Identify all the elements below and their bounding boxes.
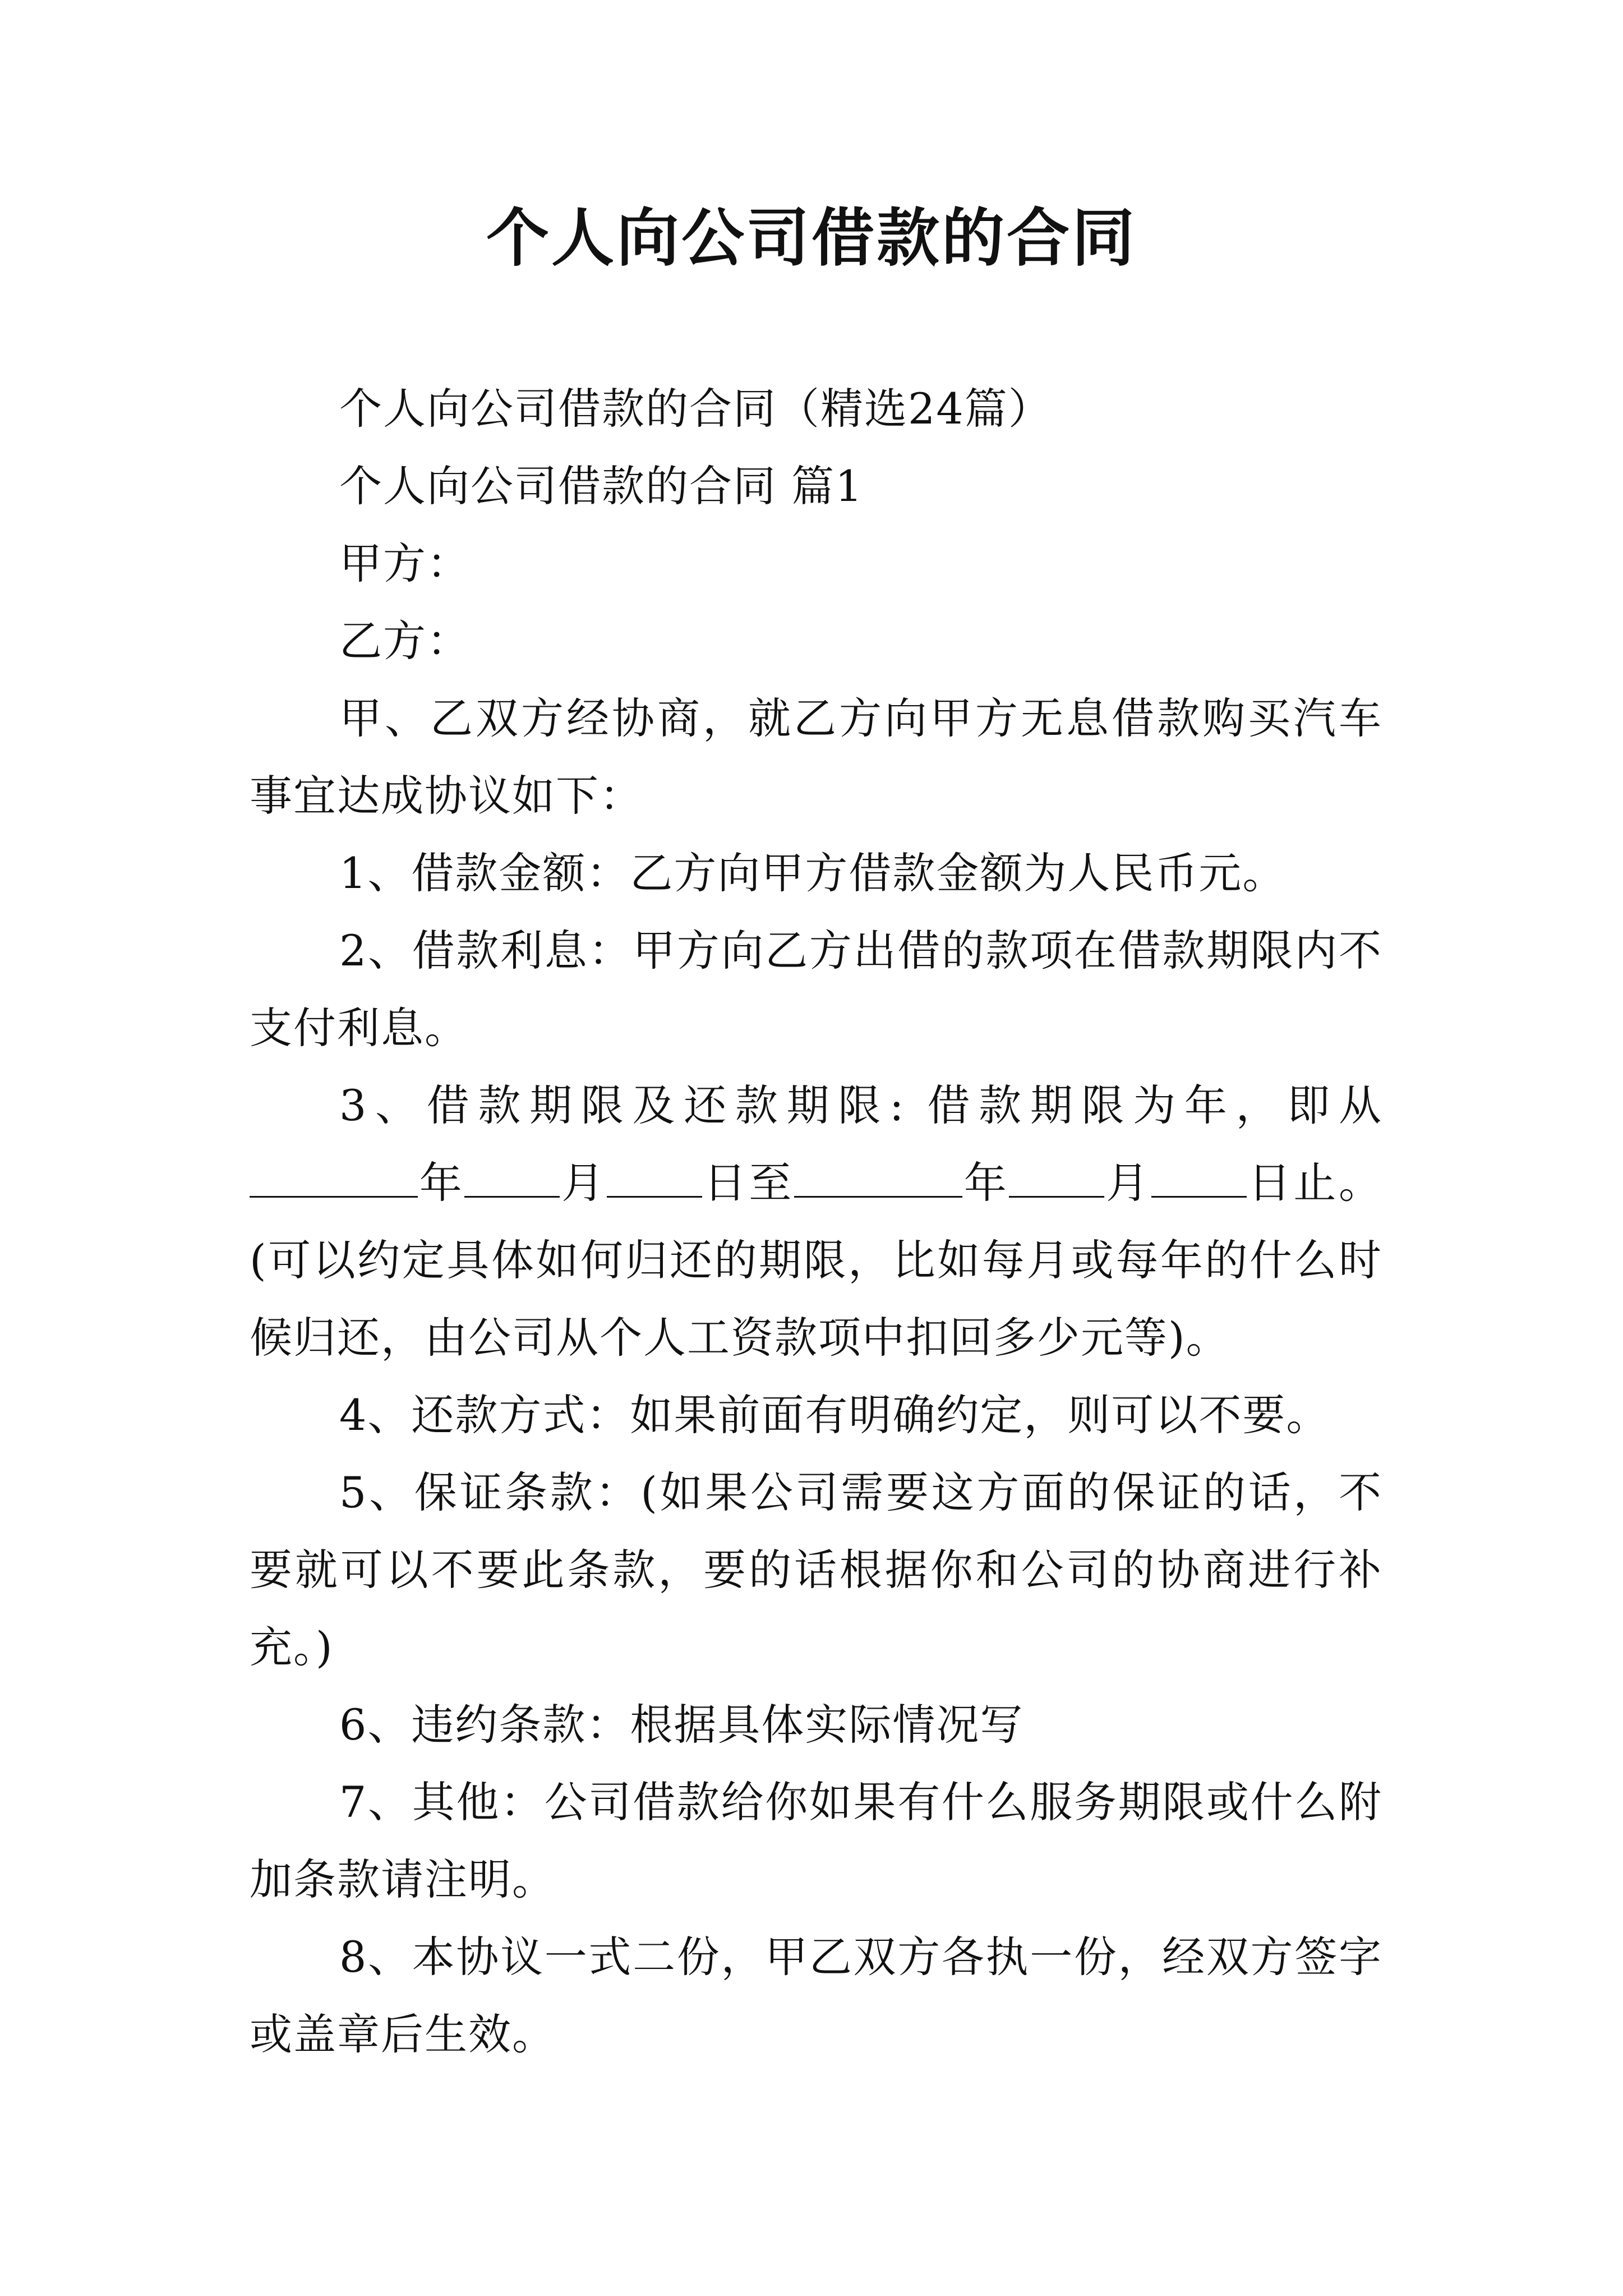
intro-paragraph: 甲、乙双方经协商，就乙方向甲方无息借款购买汽车事宜达成协议如下： [250, 693, 1382, 821]
start-day-blank [607, 1162, 702, 1198]
end-day-blank [1151, 1162, 1247, 1198]
clause-3-tail: 日止。(可以约定具体如何归还的期限，比如每月或每年的什么时候归还，由公司从个人工资款项中扣回多少元等)。 [250, 1158, 1383, 1363]
end-month-blank [1009, 1162, 1104, 1198]
clause-4: 4、还款方式：如果前面有明确约定，则可以不要。 [339, 1390, 1330, 1440]
clause-7: 7、其他：公司借款给你如果有什么服务期限或什么附加条款请注明。 [250, 1777, 1382, 1904]
clause-5: 5、保证条款：(如果公司需要这方面的保证的话，不要就可以不要此条款，要的话根据你和公司的协商进行补充。) [250, 1467, 1382, 1672]
document-body [250, 370, 1382, 2073]
start-year-blank [250, 1162, 418, 1198]
start-month-blank [464, 1162, 560, 1198]
day-to-label: 日至 [702, 1158, 795, 1208]
clause-6: 6、违约条款：根据具体实际情况写 [339, 1700, 1024, 1750]
clause-3 [250, 1067, 1382, 1377]
end-year-blank [794, 1162, 962, 1198]
month-label: 月 [560, 1158, 607, 1208]
month-label-2: 月 [1104, 1158, 1151, 1208]
party-a-label: 甲方： [339, 539, 471, 588]
clause-2: 2、借款利息：甲方向乙方出借的款项在借款期限内不支付利息。 [250, 926, 1382, 1053]
subtitle: 个人向公司借款的合同（精选24篇） [339, 384, 1052, 434]
year-label-2: 年 [962, 1158, 1009, 1208]
clause-3-lead: 3、借款期限及还款期限: 借款期限为年，即从 [339, 1080, 1382, 1130]
clause-8: 8、本协议一式二份，甲乙双方各执一份，经双方签字或盖章后生效。 [250, 1932, 1382, 2059]
section-heading: 个人向公司借款的合同 篇1 [339, 461, 864, 511]
clause-1: 1、借款金额：乙方向甲方借款金额为人民币元。 [339, 848, 1287, 898]
year-label: 年 [418, 1158, 465, 1208]
party-b-label: 乙方： [339, 616, 471, 666]
document-title: 个人向公司借款的合同 [486, 202, 1137, 275]
